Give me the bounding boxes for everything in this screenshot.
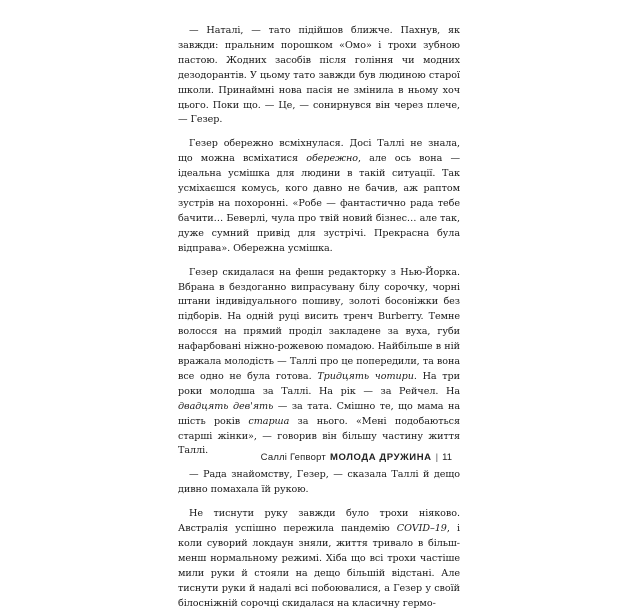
- text-run: — Рада знайомству, Гезер, — сказала Таллі й дещо дивно помахала їй рукою.: [178, 469, 460, 496]
- paragraph: [178, 137, 460, 256]
- text-run: . На три роки молодша за Таллі. На рік — за Рейчел. На: [178, 370, 460, 397]
- text-run: , але ось вона — ідеальна усмішка для людини в такій ситуації. Так усміхаєшся комусь, кого давно не бачив, аж раптом зустрів на похоронні. «Робе — фантастично рада тебе бачити… Беверлі, чула про твій новий бізнес… але так, дуже сумний привід для зустрічі. Прекрасна була відправа». Обережна усмішка.: [178, 153, 460, 254]
- running-footer: [261, 452, 452, 463]
- page-number: 11: [442, 452, 452, 463]
- footer-author: Саллі Гепворт: [260, 452, 326, 463]
- footer-separator: |: [435, 452, 439, 463]
- footer-book-title: МОЛОДА ДРУЖИНА: [329, 452, 432, 463]
- text-run: Не тиснути руку завжди було трохи ніяково. Австралія успішно пережила пандемію: [178, 508, 460, 535]
- italic-text-run: старша: [248, 415, 290, 427]
- italic-text-run: COVID–19: [396, 523, 447, 535]
- italic-text-run: Тридцять чотири: [317, 370, 414, 382]
- paragraph: [178, 24, 460, 128]
- text-run: , і коли суворий локдаун зняли, життя тривало в більш-менш нормальному режимі. Хіба що всі трохи частіше мили руки й стояли на дещо більшій відстані. Але тиснути руки й надалі всі побоювалися, а Гезер у своїй білосніжній сорочці скидалася на класичну гермо-: [178, 523, 460, 609]
- text-run: — Наталі, — тато підійшов ближче. Пахнув, як завжди: пральним порошком «Омо» і трохи зубною пастою. Жодних засобів після гоління чи модних дезодорантів. У цьому тато завжди був людиною старої школи. Принаймні нова пасія не змінила в ньому хоч цього. Поки що. — Це, — сонирнувся він через плече, — Гезер.: [178, 25, 460, 126]
- paragraph: [178, 266, 460, 460]
- text-run: — за тата. Смішно те, що мама на шість років: [178, 400, 460, 427]
- italic-text-run: двадцять дев'ять: [178, 400, 274, 412]
- body-text: [178, 24, 460, 612]
- text-run: Гезер скидалася на фешн редакторку з Нью-Йорка. Вбрана в бездоганно випрасувану білу сорочку, чорні штани індивідуального пошиву, золоті босоніжки без підборів. На одній руці висить тренч Burberry. Темне волосся на прямий проділ закладене за вуха, губи нафарбовані ніжно-рожевою помадою. Найбільше в ній вражала молодість — Таллі про це попередили, та вона все одно не була готова.: [178, 266, 460, 382]
- text-run: за нього. «Мені подобаються старші жінки», — говорив він більшу частину життя Таллі.: [178, 415, 460, 457]
- text-run: Гезер обережно всміхнулася. Досі Таллі не знала, що можна всміхатися: [178, 138, 460, 165]
- paragraph: [178, 468, 460, 498]
- paragraph: [178, 507, 460, 611]
- italic-text-run: обережно: [306, 153, 358, 165]
